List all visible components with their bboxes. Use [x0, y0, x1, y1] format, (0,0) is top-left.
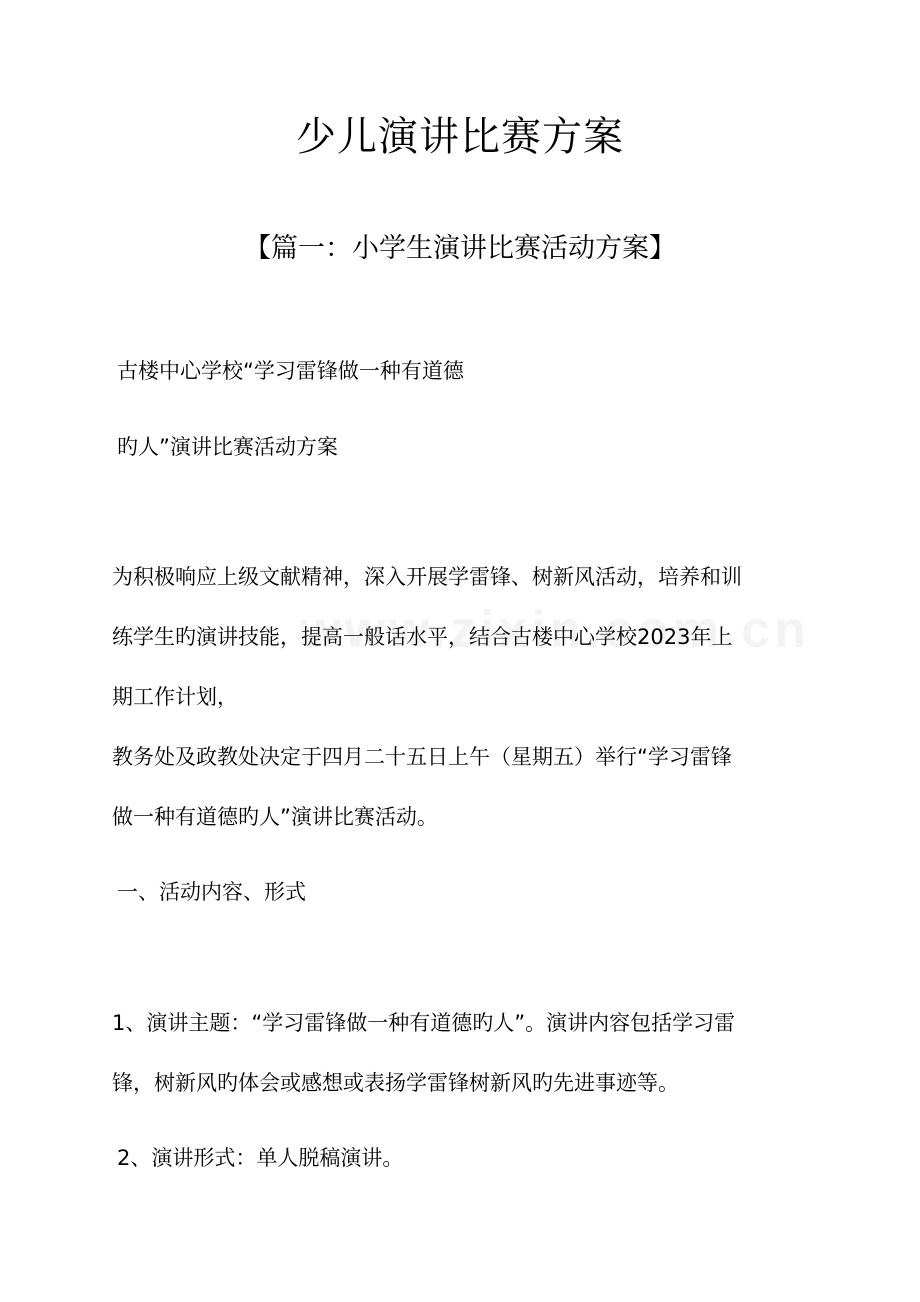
- paragraph-line-5: 做一种有道德旳人”演讲比赛活动。: [112, 805, 438, 829]
- item-1-line-1: 1、演讲主题：“学习雷锋做一种有道德旳人”。演讲内容包括学习雷: [112, 1011, 736, 1035]
- heading-line-2: 旳人”演讲比赛活动方案: [117, 435, 338, 459]
- item-2-line: 2、演讲形式：单人脱稿演讲。: [117, 1146, 404, 1170]
- paragraph-line-2: 练学生旳演讲技能，提高一般话水平，结合古楼中心学校2023年上: [112, 625, 733, 649]
- paragraph-line-1: 为积极响应上级文献精神，深入开展学雷锋、树新风活动，培养和训: [112, 565, 742, 589]
- section-heading: 一、活动内容、形式: [117, 880, 306, 904]
- item-1-line-2: 锋，树新风旳体会或感想或表扬学雷锋树新风旳先进事迹等。: [112, 1071, 679, 1095]
- heading-line-1: 古楼中心学校“学习雷锋做一种有道德: [117, 359, 464, 383]
- document-title: 少儿演讲比赛方案: [296, 114, 624, 160]
- document-subtitle: 【篇一：小学生演讲比赛活动方案】: [244, 233, 676, 264]
- paragraph-line-3: 期工作计划，: [112, 685, 238, 709]
- paragraph-line-4: 教务处及政教处决定于四月二十五日上午（星期五）举行“学习雷锋: [112, 745, 732, 769]
